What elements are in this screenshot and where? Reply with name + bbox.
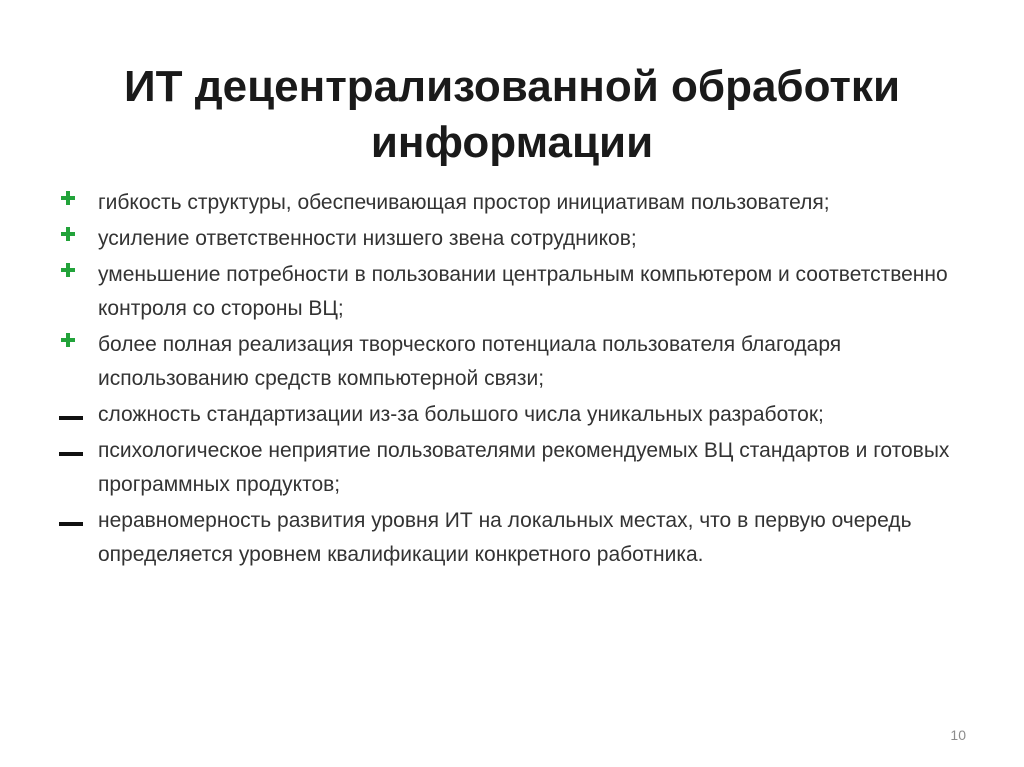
minus-icon [56,434,86,468]
list-item [56,504,976,572]
list-item-text: сложность стандартизации из-за большого числа уникальных разработок; [98,403,824,426]
list-item-text: психологическое неприятие пользователями рекомендуемых ВЦ стандартов и готовых программных продуктов; [98,439,950,496]
title-line-1: ИТ децентрализованной обработки [124,62,900,112]
list-item-text: более полная реализация творческого потенциала пользователя благодаря использованию средств компьютерной связи; [98,333,842,390]
list-item-text: гибкость структуры, обеспечивающая простор инициативам пользователя; [98,191,830,214]
plus-icon [56,258,86,292]
list-item [56,186,976,220]
plus-icon [56,328,86,362]
list-item [56,398,976,432]
list-item-text: неравномерность развития уровня ИТ на локальных местах, что в первую очередь определяется уровнем квалификации конкретного работника. [98,509,912,566]
slide-title [40,59,984,171]
list-item [56,328,976,396]
list-item-text: усиление ответственности низшего звена сотрудников; [98,227,637,250]
list-item [56,258,976,326]
plus-icon [56,186,86,220]
plus-icon [56,222,86,256]
list-item [56,434,976,502]
page-number: 10 [950,727,966,743]
list-item [56,222,976,256]
title-line-2: информации [370,118,654,168]
list-item-text: уменьшение потребности в пользовании центральным компьютером и соответственно контроля со стороны ВЦ; [98,263,948,320]
minus-icon [56,504,86,538]
minus-icon [56,398,86,432]
bullet-list [56,186,976,574]
